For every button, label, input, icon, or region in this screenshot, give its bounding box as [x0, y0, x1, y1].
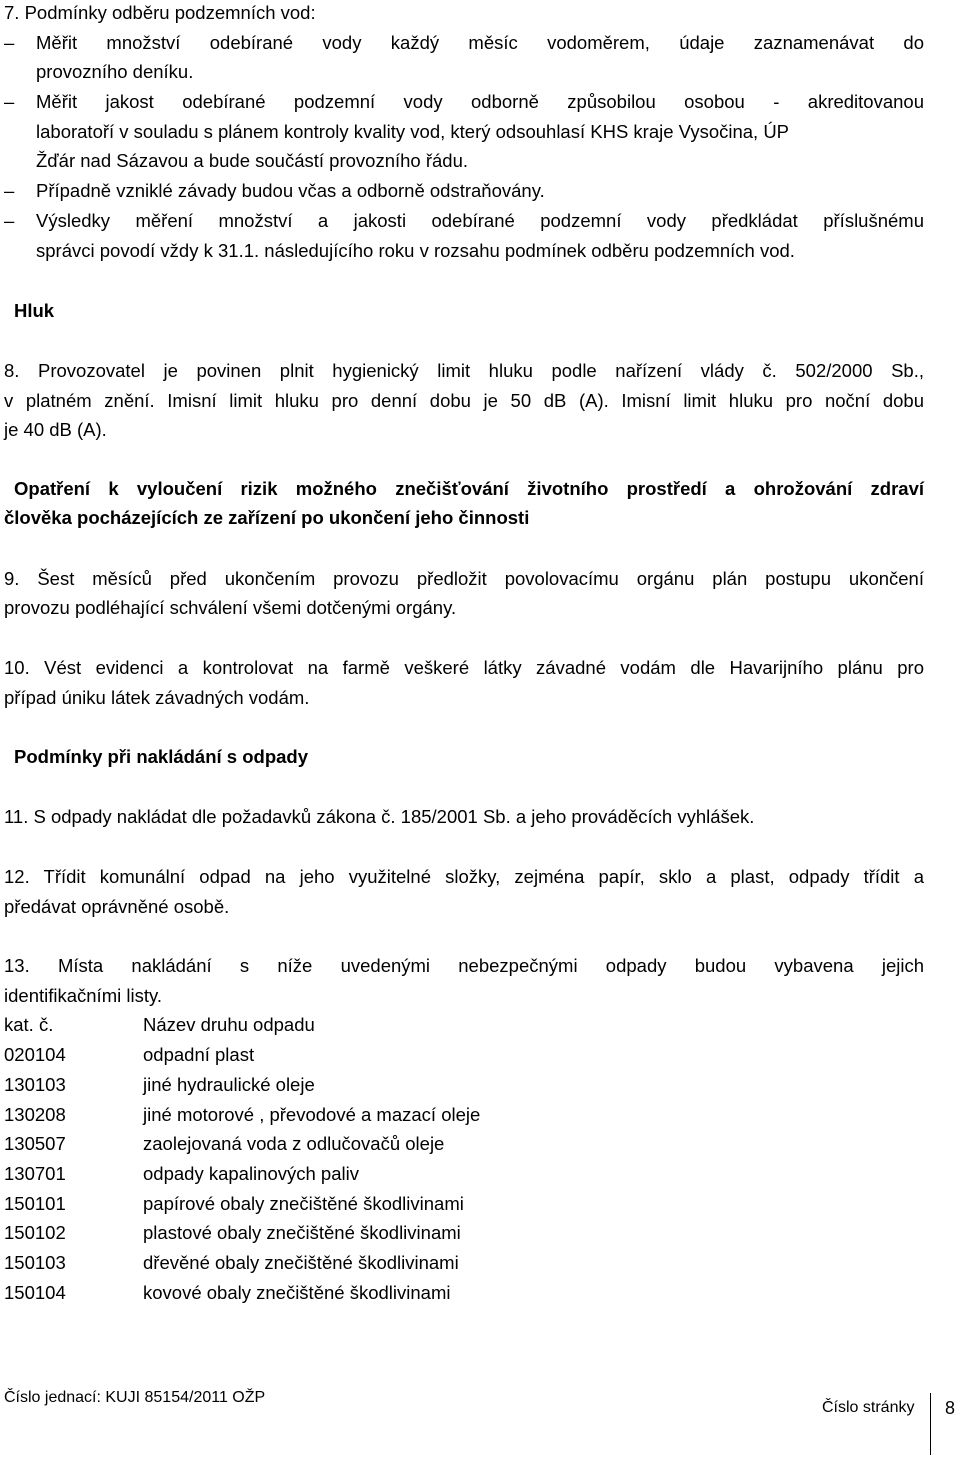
table-row-code: 150103 [4, 1252, 66, 1273]
bullet-4-line-1: Výsledky měření množství a jakosti odebírané podzemní vody předkládat příslušnému [36, 210, 924, 231]
bullet-1-line-1: Měřit množství odebírané vody každý měsíc vodoměrem, údaje zaznamenávat do [36, 32, 924, 53]
table-row-code: 150101 [4, 1193, 66, 1214]
bullet-dash: – [4, 91, 15, 112]
table-row-name: zaolejovaná voda z odlučovačů oleje [143, 1133, 445, 1154]
table-row-name: odpadní plast [143, 1044, 255, 1065]
opatreni-heading-line-2: člověka pocházejících ze zařízení po ukončení jeho činnosti [4, 507, 530, 528]
table-row-name: jiné motorové , převodové a mazací oleje [143, 1104, 481, 1125]
table-row-code: 150104 [4, 1282, 66, 1303]
table-row-name: jiné hydraulické oleje [143, 1074, 315, 1095]
table-row-code: 130701 [4, 1163, 66, 1184]
bullet-dash: – [4, 180, 15, 201]
bullet-2-line-2: laboratoří v souladu s plánem kontroly kvality vod, který odsouhlasí KHS kraje Vysočina, ÚP [36, 121, 790, 142]
footer-reference: Číslo jednací: KUJI 85154/2011 OŽP [4, 1389, 266, 1406]
table-row-name: plastové obaly znečištěné škodlivinami [143, 1222, 461, 1243]
item-13-line-2: identifikačními listy. [4, 985, 162, 1006]
item-10-line-2: případ úniku látek závadných vodám. [4, 687, 310, 708]
bullet-1-line-2: provozního deníku. [36, 61, 194, 82]
item-11: 11. S odpady nakládat dle požadavků zákona č. 185/2001 Sb. a jeho prováděcích vyhlášek. [4, 806, 755, 827]
item-13-line-1: 13. Místa nakládání s níže uvedenými nebezpečnými odpady budou vybavena jejich [4, 955, 924, 976]
table-row-code: 130103 [4, 1074, 66, 1095]
opatreni-heading-line-1: Opatření k vyloučení rizik možného znečišťování životního prostředí a ohrožování zdraví [14, 478, 924, 499]
table-row-name: papírové obaly znečištěné škodlivinami [143, 1193, 464, 1214]
item-12-line-1: 12. Třídit komunální odpad na jeho využitelné složky, zejména papír, sklo a plast, odpady třídit a [4, 866, 924, 887]
table-row-name: kovové obaly znečištěné škodlivinami [143, 1282, 451, 1303]
item-9-line-2: provozu podléhající schválení všemi dotčenými orgány. [4, 597, 457, 618]
footer-page-label: Číslo stránky [822, 1399, 915, 1416]
section-7-heading: 7. Podmínky odběru podzemních vod: [4, 2, 316, 23]
footer-page-number: 8 [945, 1398, 956, 1418]
bullet-3-line-1: Případně vzniklé závady budou včas a odborně odstraňovány. [36, 180, 545, 201]
odpady-heading: Podmínky při nakládání s odpady [14, 746, 309, 767]
table-row-code: 130507 [4, 1133, 66, 1154]
table-row-name: odpady kapalinových paliv [143, 1163, 359, 1184]
bullet-dash: – [4, 32, 15, 53]
table-header-name: Název druhu odpadu [143, 1014, 315, 1035]
table-row-code: 130208 [4, 1104, 66, 1125]
bullet-dash: – [4, 210, 15, 231]
item-10-line-1: 10. Vést evidenci a kontrolovat na farmě veškeré látky závadné vodám dle Havarijního plánu pro [4, 657, 924, 678]
hluk-heading: Hluk [14, 300, 55, 321]
item-9-line-1: 9. Šest měsíců před ukončením provozu předložit povolovacímu orgánu plán postupu ukončení [4, 568, 924, 589]
table-header-code: kat. č. [4, 1014, 54, 1035]
item-8-line-3: je 40 dB (A). [4, 419, 107, 440]
item-8-line-1: 8. Provozovatel je povinen plnit hygienický limit hluku podle nařízení vlády č. 502/2000 Sb., [4, 360, 924, 381]
table-row-code: 020104 [4, 1044, 66, 1065]
item-8-line-2: v platném znění. Imisní limit hluku pro denní dobu je 50 dB (A). Imisní limit hluku pro noční dobu [4, 390, 924, 411]
footer-divider [930, 1393, 931, 1455]
table-row-name: dřevěné obaly znečištěné škodlivinami [143, 1252, 459, 1273]
bullet-2-line-3: Žďár nad Sázavou a bude součástí provozního řádu. [36, 150, 469, 171]
bullet-4-line-2: správci povodí vždy k 31.1. následujícího roku v rozsahu podmínek odběru podzemních vod. [36, 240, 795, 261]
table-row-code: 150102 [4, 1222, 66, 1243]
item-12-line-2: předávat oprávněné osobě. [4, 896, 230, 917]
bullet-2-line-1: Měřit jakost odebírané podzemní vody odborně způsobilou osobou - akreditovanou [36, 91, 924, 112]
